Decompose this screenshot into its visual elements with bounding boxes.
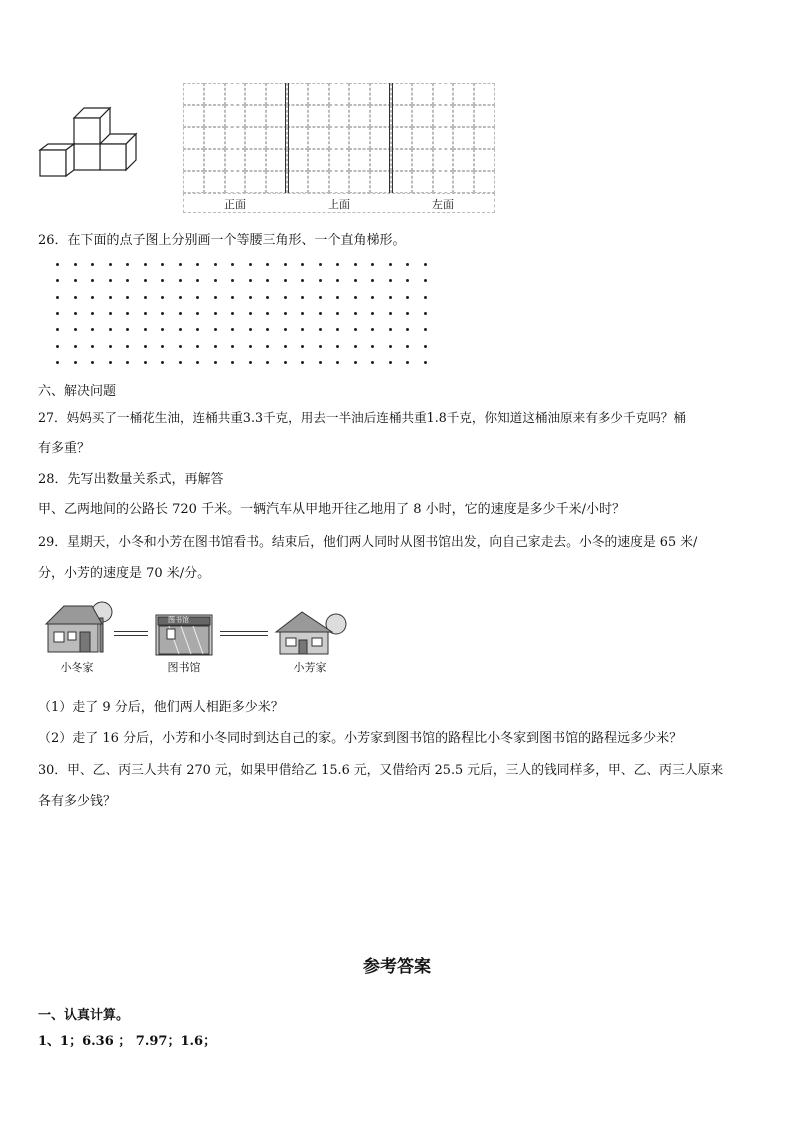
grid-cell [453,105,474,127]
grid-dot [354,328,357,331]
grid-cell [391,149,412,171]
grid-dot [214,279,217,282]
grid-dot [161,361,164,364]
grid-cell [308,105,329,127]
grid-dot [319,279,322,282]
grid-dot [126,328,129,331]
path-library-xiaofang [220,631,268,636]
grid-dot [319,296,322,299]
grid-dot [336,345,339,348]
grid-dot [109,296,112,299]
grid-dot [179,345,182,348]
grid-cell [287,127,308,149]
grid-cell [412,171,433,193]
grid-dot [249,296,252,299]
grid-dot [354,361,357,364]
grid-dot [301,361,304,364]
question-29-sub2: （2）走了 16 分后，小芳和小冬同时到达自己的家。小芳家到图书馆的路程比小冬家到图书馆的路程远多少米？ [38,731,683,746]
grid-cell [474,149,495,171]
grid-dot [319,312,322,315]
grid-dot [406,345,409,348]
grid-dot [389,263,392,266]
grid-dot [406,296,409,299]
grid-cell [329,105,350,127]
grid-dot [301,296,304,299]
grid-cell [349,149,370,171]
grid-dot [301,345,304,348]
grid-dot [179,296,182,299]
grid-dot [406,279,409,282]
grid-cell [433,83,454,105]
answer-section-1: 一、认真计算。 [38,1008,130,1023]
grid-dot [231,312,234,315]
grid-dot [196,279,199,282]
grid-dot [354,279,357,282]
grid-cell [433,149,454,171]
library-sign: 图书馆 [168,616,189,624]
grid-dot [179,361,182,364]
question-27-line1: 27．妈妈买了一桶花生油，连桶共重3.3千克，用去一半油后连桶共重1.8千克，你知道这桶油原来有多少千克吗？桶 [38,410,686,425]
grid-dot [284,361,287,364]
grid-dot [266,312,269,315]
grid-dot [249,263,252,266]
grid-dot [144,296,147,299]
grid-cell [287,171,308,193]
grid-cell [266,83,287,105]
grid-dot [126,312,129,315]
grid-cell [391,127,412,149]
grid-dot [214,263,217,266]
grid-dot [74,296,77,299]
grid-dot [249,345,252,348]
grid-dot [406,312,409,315]
grid-dot [91,312,94,315]
grid-cell [349,83,370,105]
grid-dot [91,345,94,348]
label-library: 图书馆 [167,661,201,674]
grid-dot [126,345,129,348]
grid-cell [453,171,474,193]
grid-dot [336,361,339,364]
grid-dot [249,361,252,364]
grid-dot [214,345,217,348]
question-27-line2: 有多重？ [38,441,91,456]
grid-dot [249,279,252,282]
grid-cell [287,83,308,105]
grid-dot [214,296,217,299]
grid-cell [245,105,266,127]
dot-grid [56,263,436,363]
grid-cell [370,149,391,171]
grid-dot [109,328,112,331]
grid-cell [453,127,474,149]
answer-title: 参考答案 [363,957,431,977]
caption-front: 正面 [224,198,246,211]
grid-divider-2 [389,83,393,193]
grid-dot [406,328,409,331]
grid-dot [144,263,147,266]
grid-dot [161,328,164,331]
grid-dot [74,328,77,331]
grid-cell [329,83,350,105]
grid-dot [336,279,339,282]
question-30-line1: 30．甲、乙、丙三人共有 270 元，如果甲借给乙 15.6 元，又借给丙 25.5 元后，三人的钱同样多，甲、乙、丙三人原来 [38,763,724,778]
grid-dot [284,345,287,348]
grid-cell [412,149,433,171]
grid-dot [109,361,112,364]
question-28-line2: 甲、乙两地间的公路长 720 千米。一辆汽车从甲地开往乙地用了 8 小时，它的速度是多少千米/小时？ [38,502,625,517]
grid-dot [91,263,94,266]
grid-dot [354,296,357,299]
grid-dot [144,279,147,282]
label-xiaodong-home: 小冬家 [60,661,94,674]
grid-dot [301,279,304,282]
grid-cell [266,149,287,171]
grid-dot [406,263,409,266]
grid-dot [389,296,392,299]
grid-dot [424,263,427,266]
path-xiaodong-library [114,631,148,636]
question-26: 26．在下面的点子图上分别画一个等腰三角形、一个直角梯形。 [38,233,406,248]
grid-cell [412,127,433,149]
caption-top: 上面 [328,198,350,211]
grid-dot [56,279,59,282]
question-29-line2: 分，小芳的速度是 70 米/分。 [38,566,211,581]
grid-cell [245,149,266,171]
grid-dot [284,263,287,266]
grid-cell [474,127,495,149]
grid-cell [225,83,246,105]
grid-cell [412,105,433,127]
grid-dot [354,263,357,266]
grid-dot [56,312,59,315]
grid-dot [74,312,77,315]
grid-dot [336,263,339,266]
grid-dot [196,361,199,364]
grid-cell [204,105,225,127]
xiaofang-house-icon [272,610,350,656]
grid-cell [266,127,287,149]
grid-dot [424,328,427,331]
grid-cell [183,127,204,149]
question-29-sub1: （1）走了 9 分后，他们两人相距多少米？ [38,700,284,715]
grid-dot [301,328,304,331]
grid-dot [406,361,409,364]
grid-dot [161,263,164,266]
grid-cell [183,83,204,105]
grid-dot [371,345,374,348]
grid-dot [179,279,182,282]
answer-1: 1、1；6.36 ； 7.97；1.6； [38,1034,217,1049]
grid-dot [109,279,112,282]
grid-dot [109,345,112,348]
grid-dot [179,312,182,315]
grid-cell [225,171,246,193]
grid-dot [74,263,77,266]
grid-dot [179,328,182,331]
grid-dot [336,312,339,315]
grid-cell [474,171,495,193]
grid-cell [474,83,495,105]
grid-dot [126,296,129,299]
grid-dot [266,263,269,266]
grid-cell [266,171,287,193]
grid-dot [371,312,374,315]
grid-cell [245,171,266,193]
grid-cell [370,105,391,127]
grid-cell [370,127,391,149]
xiaodong-house-icon [42,598,114,654]
grid-dot [371,328,374,331]
grid-dot [196,263,199,266]
grid-cell [183,105,204,127]
grid-dot [301,263,304,266]
cube-figure [38,104,140,184]
grid-dot [424,361,427,364]
grid-dot [196,296,199,299]
grid-dot [74,361,77,364]
grid-dot [319,361,322,364]
grid-cell [245,83,266,105]
grid-dot [389,312,392,315]
grid-cell [329,127,350,149]
grid-dot [161,345,164,348]
grid-dot [231,279,234,282]
grid-cell [183,149,204,171]
grid-dot [336,328,339,331]
grid-dot [336,296,339,299]
grid-cell [412,83,433,105]
grid-dot [319,345,322,348]
grid-dot [144,345,147,348]
grid-dot [91,279,94,282]
grid-divider-1 [285,83,289,193]
grid-dot [266,328,269,331]
grid-cell [245,127,266,149]
grid-dot [284,328,287,331]
grid-dot [424,312,427,315]
grid-dot [196,328,199,331]
grid-dot [214,328,217,331]
grid-dot [266,345,269,348]
grid-dot [249,312,252,315]
grid-dot [91,296,94,299]
grid-dot [109,263,112,266]
grid-dot [266,279,269,282]
grid-dot [231,328,234,331]
grid-cell [474,105,495,127]
grid-cell [204,149,225,171]
grid-cell [204,171,225,193]
grid-cell [225,127,246,149]
grid-dot [161,279,164,282]
grid-cell [391,83,412,105]
grid-dot [144,328,147,331]
grid-dot [231,296,234,299]
grid-dot [179,263,182,266]
label-xiaofang-home: 小芳家 [293,661,327,674]
grid-dot [126,279,129,282]
grid-cell [349,127,370,149]
grid-cell [287,149,308,171]
grid-dot [144,312,147,315]
grid-dot [74,279,77,282]
grid-dot [161,312,164,315]
grid-cell [433,127,454,149]
grid-dot [56,361,59,364]
grid-cell [308,127,329,149]
grid-cell [266,105,287,127]
grid-dot [196,345,199,348]
grid-dot [161,296,164,299]
grid-dot [249,328,252,331]
grid-cell [370,83,391,105]
grid-dot [56,296,59,299]
grid-dot [371,361,374,364]
grid-dot [214,361,217,364]
grid-cell [453,83,474,105]
grid-dot [371,279,374,282]
grid-dot [354,312,357,315]
grid-dot [231,345,234,348]
grid-cell [391,105,412,127]
grid-cell [287,105,308,127]
grid-dot [109,312,112,315]
grid-dot [424,345,427,348]
grid-dot [144,361,147,364]
grid-dot [126,361,129,364]
grid-cell [204,127,225,149]
grid-dot [56,328,59,331]
grid-cell [204,83,225,105]
grid-dot [424,279,427,282]
grid-dot [319,263,322,266]
grid-dot [91,361,94,364]
grid-dot [214,312,217,315]
grid-cell [308,149,329,171]
grid-dot [266,361,269,364]
view-grid [183,83,495,213]
grid-cell [391,171,412,193]
grid-cell [329,171,350,193]
question-28-line1: 28．先写出数量关系式，再解答 [38,472,224,487]
grid-dot [91,328,94,331]
grid-cell [370,171,391,193]
grid-dot [389,345,392,348]
grid-dot [74,345,77,348]
section-six-title: 六、解决问题 [38,384,117,399]
grid-dot [56,345,59,348]
caption-left: 左面 [432,198,454,211]
grid-cell [225,105,246,127]
grid-cell [308,83,329,105]
question-29-line1: 29．星期天，小冬和小芳在图书馆看书。结束后，他们两人同时从图书馆出发，向自己家走去。小冬的速度是 65 米/ [38,535,698,550]
question-30-line2: 各有多少钱？ [38,794,117,809]
grid-dot [319,328,322,331]
grid-dot [301,312,304,315]
grid-dot [231,263,234,266]
grid-dot [354,345,357,348]
grid-dot [284,312,287,315]
grid-dot [284,296,287,299]
grid-cell [183,171,204,193]
grid-dot [56,263,59,266]
grid-cell [349,171,370,193]
grid-dot [424,296,427,299]
grid-dot [371,263,374,266]
grid-cell [308,171,329,193]
grid-dot [196,312,199,315]
grid-dot [284,279,287,282]
grid-dot [389,279,392,282]
grid-cell [433,105,454,127]
grid-dot [126,263,129,266]
grid-dot [266,296,269,299]
grid-cell [349,105,370,127]
grid-cell [453,149,474,171]
grid-cell [329,149,350,171]
grid-dot [389,361,392,364]
grid-dot [231,361,234,364]
grid-cell [225,149,246,171]
grid-dot [371,296,374,299]
grid-dot [389,328,392,331]
grid-cell [433,171,454,193]
